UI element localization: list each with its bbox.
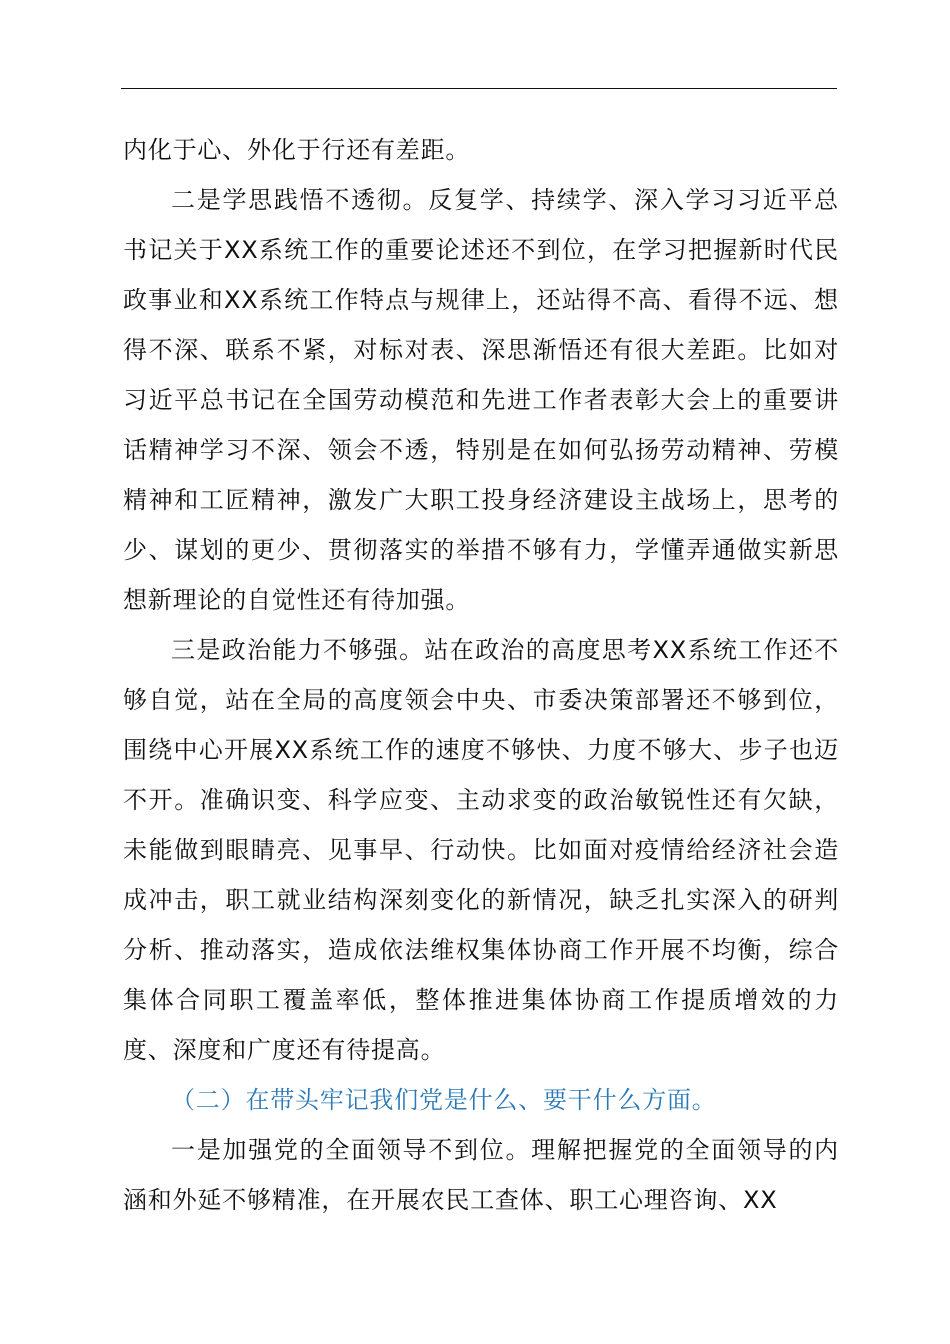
paragraph-continuation: 内化于心、外化于行还有差距。 [123,136,471,164]
section-heading: （二）在带头牢记我们党是什么、要干什么方面。 [171,1086,717,1114]
paragraph-political-ability: 三是政治能力不够强。站在政治的高度思考XX系统工作还不够自觉，站在全局的高度领会中央、市委决策部署还不够到位，围绕中心开展XX系统工作的速度不够快、力度不够大、步子也迈不开。准确识变、科学应变、主动求变的政治敏锐性还有欠缺，未能做到眼睛亮、见事早、行动快。比如面对疫情给经济社会造成冲击，职工就业结构深刻变化的新情况，缺乏扎实深入的研判分析、推动落实，造成依法维权集体协商工作开展不均衡，综合集体合同职工覆盖率低，整体推进集体协商工作提质增效的力度、深度和广度还有待提高。 [123,636,839,1064]
paragraph-study-insufficient: 二是学思践悟不透彻。反复学、持续学、深入学习习近平总书记关于XX系统工作的重要论述还不到位，在学习把握新时代民政事业和XX系统工作特点与规律上，还站得不高、看得不远、想得不深、联系不紧，对标对表、深思渐悟还有很大差距。比如对习近平总书记在全国劳动模范和先进工作者表彰大会上的重要讲话精神学习不深、领会不透，特别是在如何弘扬劳动精神、劳模精神和工匠精神，激发广大职工投身经济建设主战场上，思考的少、谋划的更少、贯彻落实的举措不够有力，学懂弄通做实新思想新理论的自觉性还有待加强。 [123,186,839,614]
header-rule [121,88,837,89]
paragraph-party-leadership: 一是加强党的全面领导不到位。理解把握党的全面领导的内涵和外延不够精准，在开展农民工查体、职工心理咨询、XX [123,1136,839,1214]
